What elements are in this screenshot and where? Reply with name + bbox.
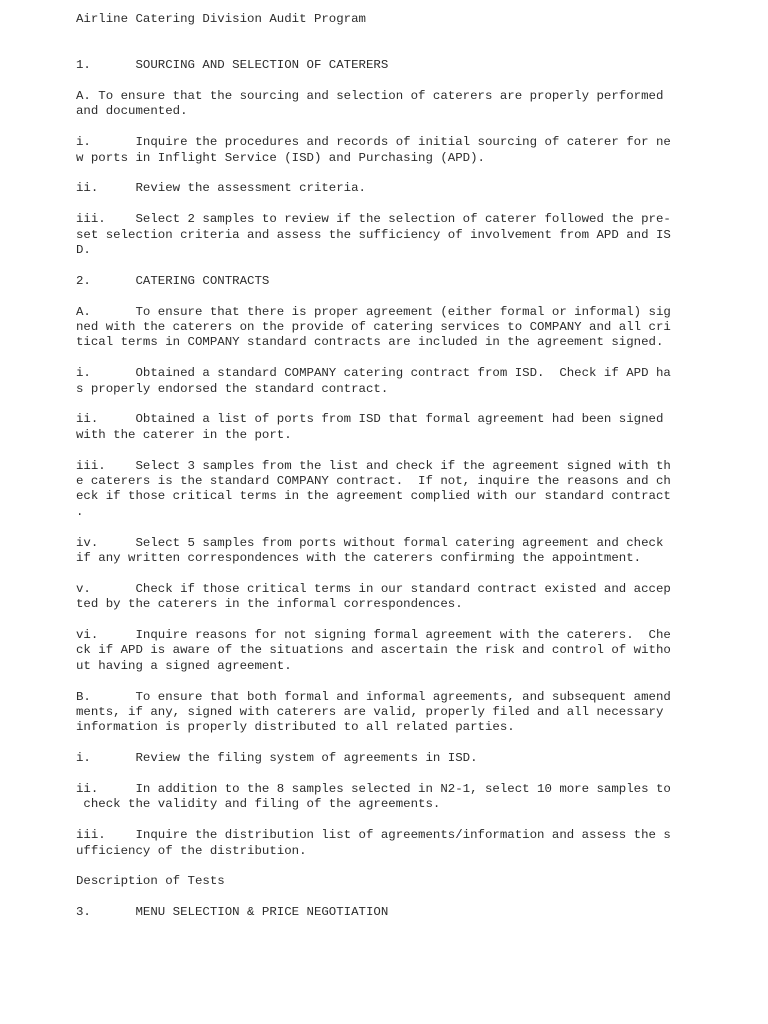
objective-paragraph: A. To ensure that there is proper agreement (either formal or informal) sig ned with the caterers on the provide of catering services to COMPANY and all cri tical terms in COMPANY standard contracts are included in the agreement signed.: [76, 304, 671, 350]
objective-paragraph: B. To ensure that both formal and informal agreements, and subsequent amend ments, if any, signed with caterers are valid, properly filed and all necessary information is properly distributed to all related parties.: [76, 689, 671, 735]
procedure-paragraph: vi. Inquire reasons for not signing formal agreement with the caterers. Che ck if APD is aware of the situations and ascertain the risk and control of witho ut having a signed agreement.: [76, 628, 671, 673]
procedure-paragraph: ii. In addition to the 8 samples selected in N2-1, select 10 more samples to check the validity and filing of the agreements.: [76, 782, 671, 812]
section-heading-sourcing: 1. SOURCING AND SELECTION OF CATERERS: [76, 58, 389, 73]
procedure-paragraph: i. Inquire the procedures and records of initial sourcing of caterer for ne w ports in Inflight Service (ISD) and Purchasing (APD).: [76, 135, 671, 165]
document-title: Airline Catering Division Audit Program: [76, 12, 366, 26]
procedure-paragraph: iii. Inquire the distribution list of agreements/information and assess the s ufficiency of the distribution.: [76, 828, 671, 858]
procedure-paragraph: iii. Select 2 samples to review if the selection of caterer followed the pre- set selection criteria and assess the sufficiency of involvement from APD and IS D.: [76, 212, 671, 258]
procedure-paragraph: iii. Select 3 samples from the list and check if the agreement signed with th e caterers is the standard COMPANY contract. If not, inquire the reasons and ch eck if those critical terms in the agreement complied with our standard contract .: [76, 458, 671, 519]
objective-paragraph: A. To ensure that the sourcing and selection of caterers are properly performed and documented.: [76, 89, 664, 119]
procedure-paragraph: iv. Select 5 samples from ports without formal catering agreement and check if any written correspondences with the caterers confirming the appointment.: [76, 535, 664, 566]
section-heading-contracts: 2. CATERING CONTRACTS: [76, 273, 270, 288]
procedure-paragraph: i. Obtained a standard COMPANY catering contract from ISD. Check if APD ha s properly endorsed the standard contract.: [76, 366, 671, 396]
procedure-paragraph: i. Review the filing system of agreements in ISD.: [76, 751, 478, 766]
section-heading-menu: 3. MENU SELECTION & PRICE NEGOTIATION: [76, 905, 389, 920]
procedure-paragraph: ii. Review the assessment criteria.: [76, 181, 366, 196]
procedure-paragraph: v. Check if those critical terms in our standard contract existed and accep ted by the caterers in the informal correspondences.: [76, 581, 671, 612]
document-page: [76, 12, 746, 936]
tests-label: Description of Tests: [76, 874, 225, 889]
procedure-paragraph: ii. Obtained a list of ports from ISD that formal agreement had been signed with the caterer in the port.: [76, 412, 664, 442]
